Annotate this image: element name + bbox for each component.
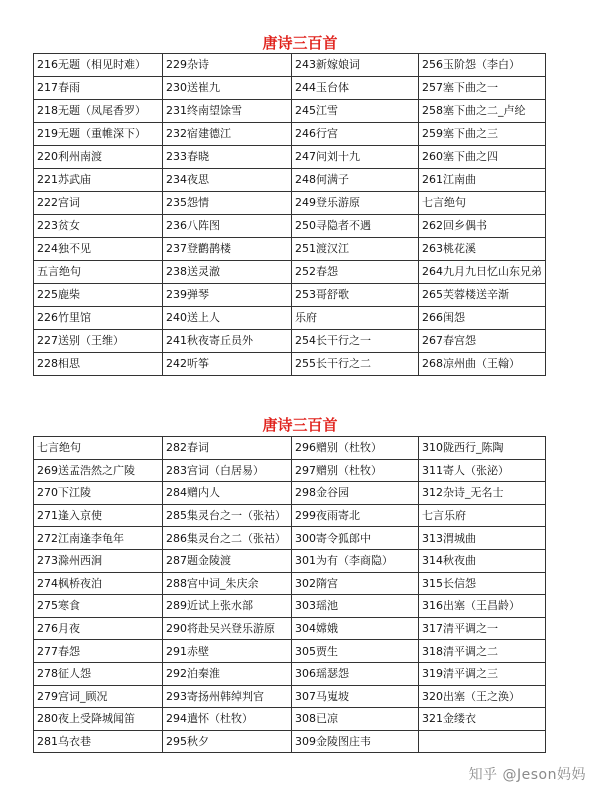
table-cell: 218无题（凤尾香罗） xyxy=(34,100,163,123)
table-cell: 224独不见 xyxy=(34,238,163,261)
table-row xyxy=(34,504,546,527)
table-row xyxy=(34,238,546,261)
table-cell: 289近试上张水部 xyxy=(163,595,292,618)
table-row xyxy=(34,146,546,169)
table-cell: 284赠内人 xyxy=(163,482,292,505)
table-cell: 245江雪 xyxy=(292,100,419,123)
table-cell: 261江南曲 xyxy=(419,169,546,192)
table-cell: 260塞下曲之四 xyxy=(419,146,546,169)
table-row xyxy=(34,572,546,595)
table-cell: 276月夜 xyxy=(34,617,163,640)
table-cell: 255长干行之二 xyxy=(292,353,419,376)
table-cell: 311寄人（张泌） xyxy=(419,459,546,482)
table-cell: 237登鹳鹊楼 xyxy=(163,238,292,261)
table-cell: 251渡汉江 xyxy=(292,238,419,261)
table-row xyxy=(34,261,546,284)
table-row xyxy=(34,192,546,215)
table-cell: 306瑶瑟怨 xyxy=(292,662,419,685)
table-cell: 226竹里馆 xyxy=(34,307,163,330)
table-cell: 230送崔九 xyxy=(163,77,292,100)
table-cell: 七言绝句 xyxy=(419,192,546,215)
table-cell: 233春晓 xyxy=(163,146,292,169)
table-cell: 217春雨 xyxy=(34,77,163,100)
table-row xyxy=(34,549,546,572)
table-row xyxy=(34,284,546,307)
table-cell: 219无题（重帷深下） xyxy=(34,123,163,146)
table-row xyxy=(34,353,546,376)
table-cell: 236八阵图 xyxy=(163,215,292,238)
table-cell: 240送上人 xyxy=(163,307,292,330)
table-row xyxy=(34,330,546,353)
table-cell: 304嫦娥 xyxy=(292,617,419,640)
table-cell: 278征人怨 xyxy=(34,662,163,685)
table-row xyxy=(34,123,546,146)
table-cell: 291赤壁 xyxy=(163,640,292,663)
table-cell: 220利州南渡 xyxy=(34,146,163,169)
table-cell: 216无题（相见时难） xyxy=(34,54,163,77)
table-cell: 314秋夜曲 xyxy=(419,549,546,572)
table-cell: 316出塞（王昌龄） xyxy=(419,595,546,618)
table-row xyxy=(34,595,546,618)
table-cell: 267春宫怨 xyxy=(419,330,546,353)
table-cell: 274枫桥夜泊 xyxy=(34,572,163,595)
table-cell: 292泊秦淮 xyxy=(163,662,292,685)
table-cell: 281乌衣巷 xyxy=(34,730,163,753)
table-cell: 225鹿柴 xyxy=(34,284,163,307)
table-cell: 235怨情 xyxy=(163,192,292,215)
table-row xyxy=(34,307,546,330)
table-row xyxy=(34,482,546,505)
table-cell: 277春怨 xyxy=(34,640,163,663)
table-cell: 256玉阶怨（李白） xyxy=(419,54,546,77)
table-cell: 294遣怀（杜牧） xyxy=(163,708,292,731)
table-cell: 290将赴吴兴登乐游原 xyxy=(163,617,292,640)
table-row xyxy=(34,437,546,460)
poem-index-table-1 xyxy=(33,53,546,376)
table-row xyxy=(34,527,546,550)
table-cell: 249登乐游原 xyxy=(292,192,419,215)
table-cell: 234夜思 xyxy=(163,169,292,192)
table-cell: 五言绝句 xyxy=(34,261,163,284)
table-cell: 318清平调之二 xyxy=(419,640,546,663)
table-cell: 257塞下曲之一 xyxy=(419,77,546,100)
table-cell: 241秋夜寄丘员外 xyxy=(163,330,292,353)
table-row xyxy=(34,708,546,731)
table-cell: 253哥舒歌 xyxy=(292,284,419,307)
table-cell: 227送别（王维） xyxy=(34,330,163,353)
table-cell: 302隋宫 xyxy=(292,572,419,595)
table-cell: 228相思 xyxy=(34,353,163,376)
table-cell: 273滁州西涧 xyxy=(34,549,163,572)
table-cell: 297赠别（杜牧） xyxy=(292,459,419,482)
table-row xyxy=(34,617,546,640)
table-cell: 287题金陵渡 xyxy=(163,549,292,572)
table-cell: 298金谷园 xyxy=(292,482,419,505)
table-cell: 252春怨 xyxy=(292,261,419,284)
table-cell: 288宫中词_朱庆余 xyxy=(163,572,292,595)
table-row xyxy=(34,730,546,753)
table-cell: 264九月九日忆山东兄弟 xyxy=(419,261,546,284)
table-cell: 272江南逢李龟年 xyxy=(34,527,163,550)
table-cell: 223贫女 xyxy=(34,215,163,238)
table-cell: 238送灵澈 xyxy=(163,261,292,284)
table-cell: 320出塞（王之涣） xyxy=(419,685,546,708)
table-row xyxy=(34,77,546,100)
table-cell: 259塞下曲之三 xyxy=(419,123,546,146)
table-cell: 229杂诗 xyxy=(163,54,292,77)
table-cell: 280夜上受降城闻笛 xyxy=(34,708,163,731)
table-cell: 308已凉 xyxy=(292,708,419,731)
table-cell: 293寄扬州韩绰判官 xyxy=(163,685,292,708)
table-cell: 319清平调之三 xyxy=(419,662,546,685)
table-cell: 231终南望馀雪 xyxy=(163,100,292,123)
table-row xyxy=(34,640,546,663)
table-cell: 271逢入京使 xyxy=(34,504,163,527)
table-cell: 262回乡偶书 xyxy=(419,215,546,238)
table-cell: 296赠别（杜牧） xyxy=(292,437,419,460)
watermark-text: 知乎 @Jeson妈妈 xyxy=(468,767,586,783)
table-row xyxy=(34,685,546,708)
table-cell: 303瑶池 xyxy=(292,595,419,618)
table-cell: 244玉台体 xyxy=(292,77,419,100)
table-cell: 250寻隐者不遇 xyxy=(292,215,419,238)
table-cell: 312杂诗_无名士 xyxy=(419,482,546,505)
table-cell: 317清平调之一 xyxy=(419,617,546,640)
table-cell: 268凉州曲（王翰） xyxy=(419,353,546,376)
table-cell: 299夜雨寄北 xyxy=(292,504,419,527)
table-cell: 309金陵图庄韦 xyxy=(292,730,419,753)
table-cell: 258塞下曲之二_卢纶 xyxy=(419,100,546,123)
table-cell: 275寒食 xyxy=(34,595,163,618)
table-cell: 300寄令狐郎中 xyxy=(292,527,419,550)
table-cell: 307马嵬坡 xyxy=(292,685,419,708)
table-cell: 265芙蓉楼送辛渐 xyxy=(419,284,546,307)
table-cell: 乐府 xyxy=(292,307,419,330)
table-cell: 295秋夕 xyxy=(163,730,292,753)
table-cell: 七言绝句 xyxy=(34,437,163,460)
table-cell: 246行宫 xyxy=(292,123,419,146)
table-cell: 283宫词（白居易） xyxy=(163,459,292,482)
table-row xyxy=(34,459,546,482)
table-row xyxy=(34,215,546,238)
table-row xyxy=(34,100,546,123)
page-title-section-2: 唐诗三百首 xyxy=(262,416,338,434)
table-cell: 254长干行之一 xyxy=(292,330,419,353)
table-cell: 282春词 xyxy=(163,437,292,460)
table-cell: 305贾生 xyxy=(292,640,419,663)
table-cell: 221苏武庙 xyxy=(34,169,163,192)
table-cell: 263桃花溪 xyxy=(419,238,546,261)
table-cell xyxy=(419,730,546,753)
table-cell: 279宫词_顾况 xyxy=(34,685,163,708)
table-cell: 247问刘十九 xyxy=(292,146,419,169)
table-row xyxy=(34,662,546,685)
table-cell: 266闺怨 xyxy=(419,307,546,330)
table-cell: 285集灵台之一（张祜） xyxy=(163,504,292,527)
table-cell: 242听筝 xyxy=(163,353,292,376)
table-cell: 222宫词 xyxy=(34,192,163,215)
page-title-section-1: 唐诗三百首 xyxy=(262,34,338,52)
table-row xyxy=(34,169,546,192)
table-cell: 269送孟浩然之广陵 xyxy=(34,459,163,482)
table-cell: 315长信怨 xyxy=(419,572,546,595)
table-cell: 248何满子 xyxy=(292,169,419,192)
table-row xyxy=(34,54,546,77)
poem-index-table-2 xyxy=(33,436,546,753)
table-cell: 286集灵台之二（张祜） xyxy=(163,527,292,550)
table-cell: 313渭城曲 xyxy=(419,527,546,550)
table-cell: 七言乐府 xyxy=(419,504,546,527)
table-cell: 270下江陵 xyxy=(34,482,163,505)
table-cell: 310陇西行_陈陶 xyxy=(419,437,546,460)
table-cell: 232宿建德江 xyxy=(163,123,292,146)
table-cell: 239弹琴 xyxy=(163,284,292,307)
table-cell: 301为有（李商隐） xyxy=(292,549,419,572)
table-cell: 321金缕衣 xyxy=(419,708,546,731)
table-cell: 243新嫁娘词 xyxy=(292,54,419,77)
